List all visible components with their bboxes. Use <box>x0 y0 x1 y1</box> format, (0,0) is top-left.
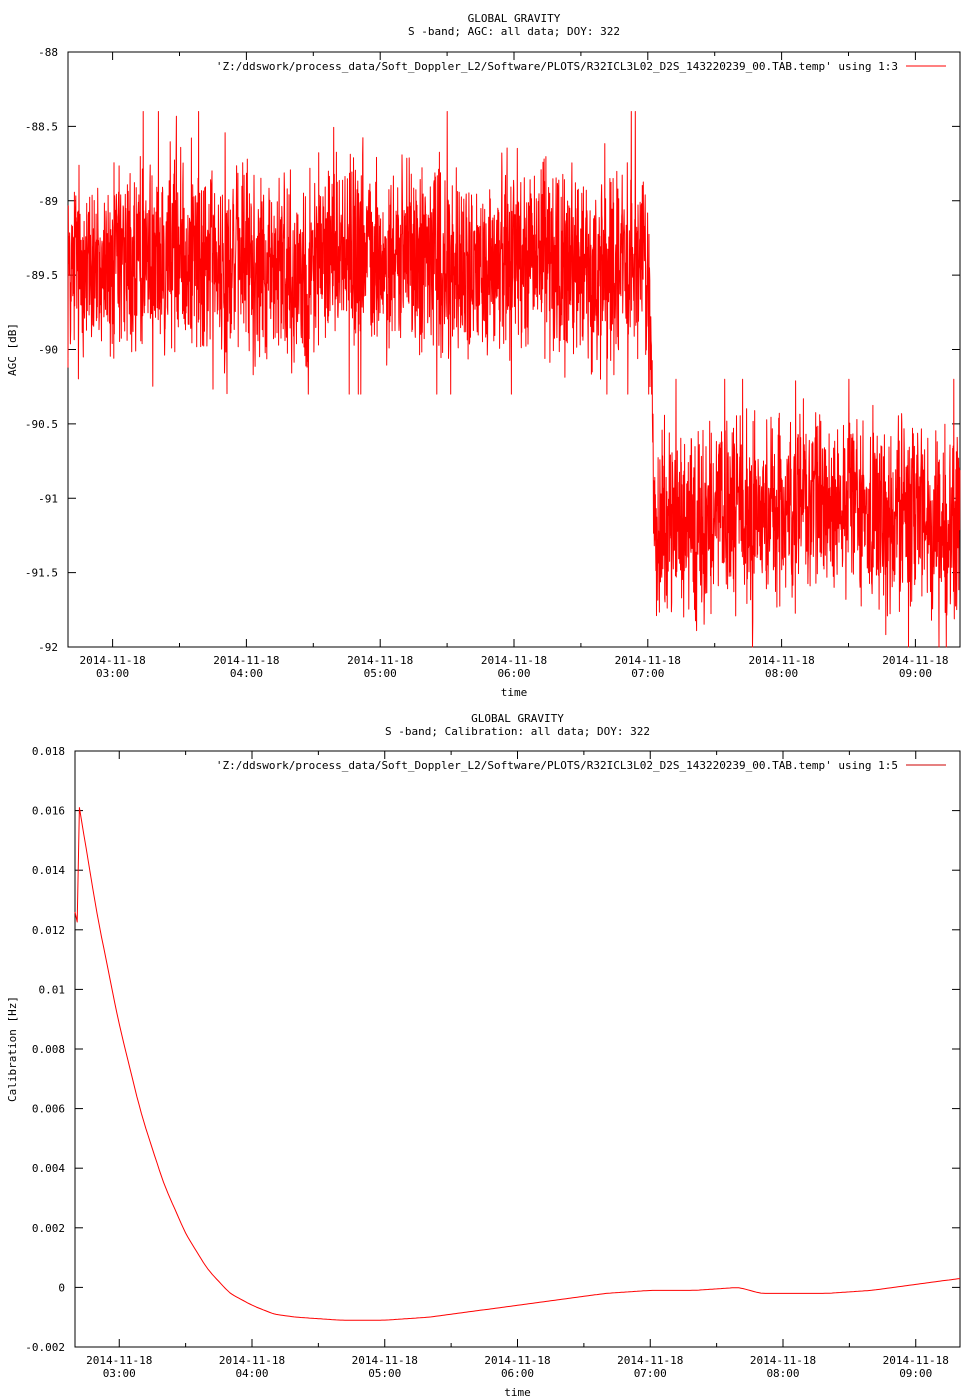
chart-1-xtick-time: 03:00 <box>96 667 130 680</box>
chart-1-ytick-label: -91 <box>38 492 58 506</box>
chart-1-ytick-label: -91.5 <box>24 566 58 580</box>
chart-2-xtick-date: 2014-11-18 <box>484 1354 551 1367</box>
chart-1-xtick-date: 2014-11-18 <box>882 654 949 667</box>
chart-2-xtick-time: 06:00 <box>500 1367 535 1380</box>
chart-1-xtick-date: 2014-11-18 <box>480 654 548 667</box>
chart-1-ytick-label: -88.5 <box>24 120 58 134</box>
chart-2-xtick-date: 2014-11-18 <box>86 1354 153 1367</box>
chart-2-xtick-date: 2014-11-18 <box>749 1354 817 1367</box>
chart-1-ylabel: AGC [dB] <box>6 323 19 376</box>
chart-2-xlabel: time <box>504 1386 531 1399</box>
chart-2-subtitle: S -band; Calibration: all data; DOY: 322 <box>385 725 650 738</box>
chart-1-ytick-label: -90 <box>38 343 58 357</box>
chart-2-ytick-label: 0.018 <box>31 745 65 758</box>
chart-2-ylabel: Calibration [Hz] <box>6 996 19 1102</box>
chart-2-title: GLOBAL GRAVITY <box>471 712 564 725</box>
chart-1-xtick-time: 06:00 <box>497 667 531 680</box>
chart-2-ytick-label: 0.016 <box>31 804 65 818</box>
chart-2-legend-label: 'Z:/ddswork/process_data/Soft_Doppler_L2/Software/PLOTS/R32ICL3L02_D2S_143220239_00.TAB.temp' using 1:5 <box>215 759 898 772</box>
chart-1-xtick-date: 2014-11-18 <box>213 654 280 667</box>
chart-2-xtick-time: 08:00 <box>766 1367 800 1380</box>
chart-2-plot-frame <box>75 751 960 1347</box>
chart-2-xtick-date: 2014-11-18 <box>218 1354 286 1367</box>
chart-2-xtick-time: 03:00 <box>102 1367 136 1380</box>
chart-2-xtick-time: 04:00 <box>235 1367 269 1380</box>
chart-1-title: GLOBAL GRAVITY <box>467 12 561 25</box>
chart-1-plot-frame <box>68 52 960 647</box>
chart-1-legend-label: 'Z:/ddswork/process_data/Soft_Doppler_L2/Software/PLOTS/R32ICL3L02_D2S_143220239_00.TAB.temp' using 1:3 <box>215 60 898 73</box>
chart-1-series-line <box>68 112 960 648</box>
chart-1-ytick-label: -88 <box>38 46 58 59</box>
chart-2-ytick-label: 0.01 <box>38 983 65 997</box>
chart-1-xtick-date: 2014-11-18 <box>79 654 146 667</box>
chart-2-series-line <box>75 808 960 1321</box>
chart-1-ytick-label: -89.5 <box>24 269 58 283</box>
chart-2-xtick-date: 2014-11-18 <box>617 1354 684 1367</box>
chart-1-xtick-time: 05:00 <box>363 667 397 680</box>
chart-1-xtick-date: 2014-11-18 <box>614 654 681 667</box>
chart-2-ytick-label: 0.012 <box>31 923 65 937</box>
chart-2-xtick-time: 05:00 <box>368 1367 402 1380</box>
chart-2-ytick-label: 0.008 <box>31 1043 65 1056</box>
chart-1-xtick-time: 04:00 <box>229 667 263 680</box>
chart-2-ytick-label: 0.006 <box>31 1102 65 1116</box>
chart-1-ytick-label: -89 <box>38 194 58 208</box>
chart-2-xtick-time: 07:00 <box>633 1367 667 1380</box>
chart-2-ytick-label: -0.002 <box>25 1341 65 1354</box>
chart-1-xtick-time: 09:00 <box>898 667 932 680</box>
chart-2-ytick-label: 0.004 <box>31 1162 65 1176</box>
chart-1-xtick-time: 08:00 <box>765 667 799 680</box>
chart-1-subtitle: S -band; AGC: all data; DOY: 322 <box>408 25 620 38</box>
chart-1-xtick-date: 2014-11-18 <box>347 654 414 667</box>
chart-2-ytick-label: 0.014 <box>31 864 65 878</box>
chart-2-xtick-time: 09:00 <box>899 1367 933 1380</box>
chart-1-xtick-date: 2014-11-18 <box>748 654 815 667</box>
chart-1-ytick-label: -90.5 <box>24 417 58 431</box>
chart-2-xtick-date: 2014-11-18 <box>351 1354 418 1367</box>
chart-2-ytick-label: 0 <box>58 1281 65 1295</box>
chart-2-ytick-label: 0.002 <box>31 1221 65 1235</box>
chart-1-xtick-time: 07:00 <box>631 667 665 680</box>
chart-1-ytick-label: -92 <box>38 641 58 654</box>
chart-1-xlabel: time <box>500 686 528 699</box>
chart-2-xtick-date: 2014-11-18 <box>882 1354 949 1367</box>
